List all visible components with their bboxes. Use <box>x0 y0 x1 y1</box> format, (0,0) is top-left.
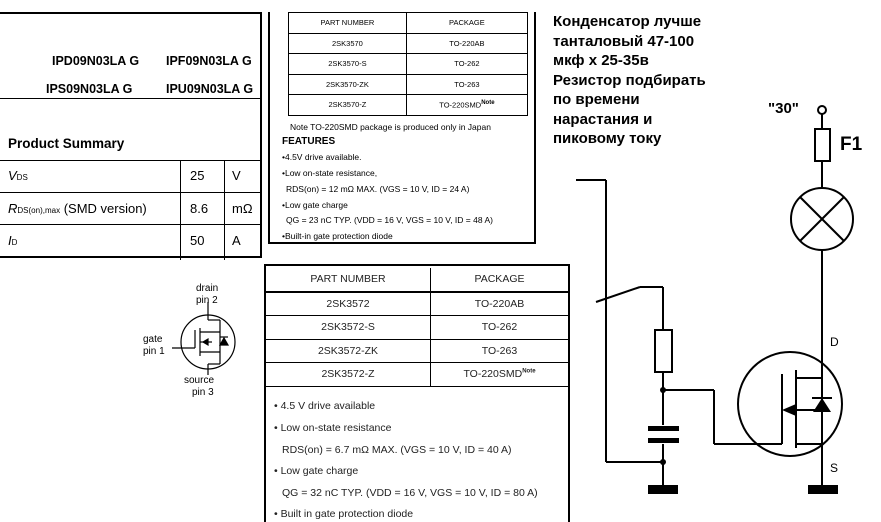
annotation-line: Резистор подбирать <box>553 71 706 89</box>
feature-line: •Low on-state resistance, <box>282 168 378 178</box>
table-cell: 2SK3572-S <box>266 316 431 340</box>
part-number: IPD09N03LA G <box>52 54 140 68</box>
product-summary-title: Product Summary <box>8 136 125 151</box>
source-pin-label: pin 3 <box>192 387 214 398</box>
column-header: PART NUMBER <box>289 13 407 34</box>
ground-icon <box>808 485 838 494</box>
annotation-line: пиковому току <box>553 130 662 147</box>
part-number: IPS09N03LA G <box>46 82 133 96</box>
junction-dot <box>660 387 666 393</box>
ground-icon <box>648 485 678 494</box>
table-cell: TO-262 <box>431 316 569 340</box>
feature-line: • Built in gate protection diode <box>274 508 414 520</box>
source-label: source <box>184 375 215 386</box>
feature-line: RDS(on) = 12 mΩ MAX. (VGS = 10 V, ID = 24 A) <box>286 184 470 194</box>
note-mark: Note <box>481 100 495 106</box>
part-number: IPU09N03LA G <box>166 82 254 96</box>
features-title: FEATURES <box>282 136 336 147</box>
table-cell: $TO-220SMD^{Note}$ <box>406 95 527 116</box>
note-mark: Note <box>522 368 536 375</box>
table-cell: TO-262 <box>406 54 527 75</box>
feature-line: • 4.5 V drive available <box>274 400 376 412</box>
table-cell: 2SK3570 <box>289 33 407 54</box>
annotation-line: танталовый 47-100 <box>553 32 695 50</box>
table-cell: 2SK3570-ZK <box>289 74 407 95</box>
table-cell: 2SK3572-Z <box>266 363 431 387</box>
unit-vds: V <box>232 168 241 183</box>
table-cell: 2SK3572 <box>266 292 431 316</box>
annotation-line: по времени <box>553 91 640 108</box>
table-cell: 2SK3570-S <box>289 54 407 75</box>
value-vds: 25 <box>190 168 205 183</box>
junction-dot <box>660 459 666 465</box>
annotation-line: Конденсатор лучше <box>553 13 702 30</box>
supply-terminal <box>818 106 826 114</box>
mosfet-arrow <box>782 404 796 416</box>
annotation-line: мкф х 25-35в <box>553 52 649 69</box>
annotation-line: нарастания и <box>553 110 653 128</box>
fuse-label: F1 <box>840 134 863 155</box>
param-id: ID <box>8 233 18 248</box>
part-number: IPF09N03LA G <box>166 54 252 68</box>
feature-line: QG = 23 nC TYP. (VDD = 16 V, VGS = 10 V, ID = 48 A) <box>286 215 493 225</box>
column-header: PACKAGE <box>406 13 527 34</box>
feature-line: •4.5V drive available. <box>282 152 362 162</box>
unit-id: A <box>232 233 241 248</box>
table-cell: 2SK3572-ZK <box>266 339 431 363</box>
body-diode-icon <box>813 398 831 412</box>
unit-rdson: mΩ <box>232 201 253 216</box>
switch-lever <box>596 287 640 302</box>
column-header: PACKAGE <box>431 268 569 292</box>
table-cell: $TO-220SMD^{Note}$ <box>431 363 569 387</box>
fuse-icon <box>815 129 830 161</box>
feature-line: •Built-in gate protection diode <box>282 231 393 241</box>
gate-pin-label: pin 1 <box>143 346 165 357</box>
package-note: Note TO-220SMD package is produced only in Japan <box>290 122 491 132</box>
supply-label: "30" <box>768 100 799 117</box>
table-cell: TO-220AB <box>406 33 527 54</box>
table-cell: TO-263 <box>431 339 569 363</box>
column-header: PART NUMBER <box>266 268 431 292</box>
param-rdson: RDS(on),max (SMD version) <box>8 201 147 216</box>
table-cell: TO-220AB <box>431 292 569 316</box>
feature-line: • Low on-state resistance <box>274 422 392 434</box>
drain-label: drain <box>196 283 219 294</box>
resistor-icon <box>655 330 672 372</box>
feature-line: •Low gate charge <box>282 200 348 210</box>
drain-pin-label: pin 2 <box>196 295 218 306</box>
value-id: 50 <box>190 233 205 248</box>
value-rdson: 8.6 <box>190 201 209 216</box>
table-cell: 2SK3570-Z <box>289 95 407 116</box>
feature-line: • Low gate charge <box>274 465 359 477</box>
gate-label: gate <box>143 334 163 345</box>
drain-label-d: D <box>830 335 839 349</box>
feature-line: QG = 32 nC TYP. (VDD = 16 V, VGS = 10 V, ID = 80 A) <box>282 487 538 499</box>
table-cell: TO-263 <box>406 74 527 95</box>
param-vds: VDS <box>8 168 28 183</box>
mosfet-icon <box>738 352 842 456</box>
feature-line: RDS(on) = 6.7 mΩ MAX. (VGS = 10 V, ID = 40 A) <box>282 444 512 456</box>
source-label-s: S <box>830 461 839 475</box>
capacitor-plate <box>648 438 679 443</box>
capacitor-plate <box>648 426 679 431</box>
